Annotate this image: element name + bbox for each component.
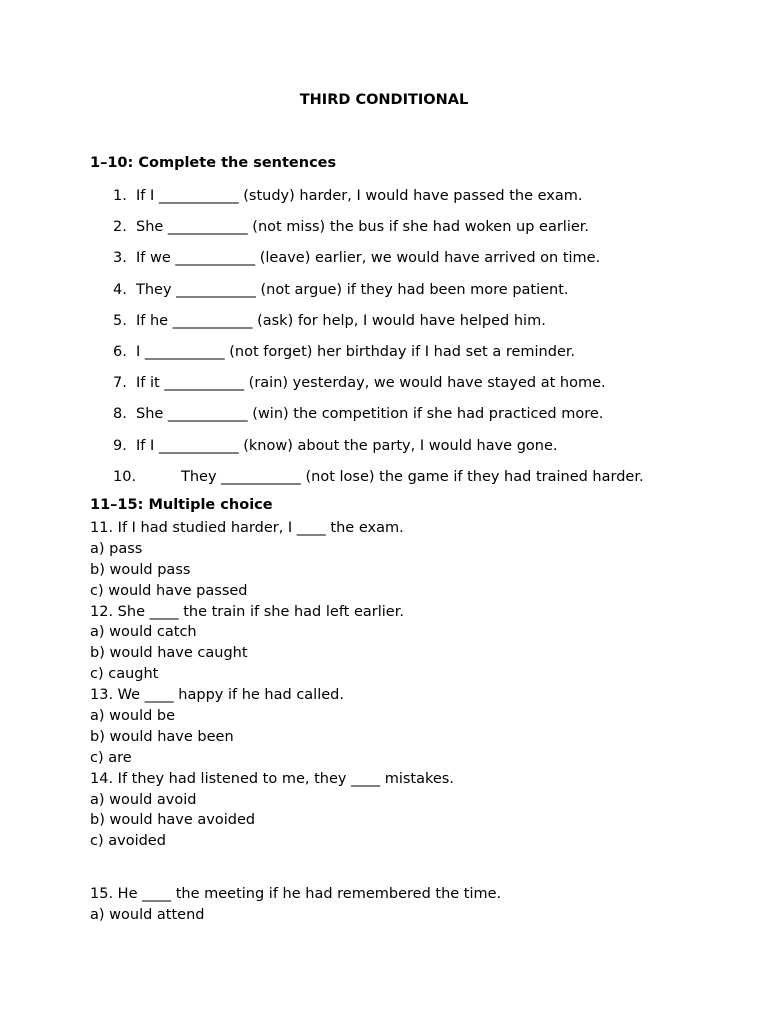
multiple-choice-list (90, 518, 690, 926)
item-text: If I ___________ (study) harder, I would have passed the exam. (136, 188, 583, 204)
spacer (90, 852, 690, 884)
item-number: 7. (113, 375, 127, 392)
question-text: 11. If I had studied harder, I ____ the exam. (90, 520, 404, 536)
item-text: If we ___________ (leave) earlier, we would have arrived on time. (136, 250, 601, 267)
answer-option: b) would have been (90, 728, 234, 745)
answer-option: c) avoided (90, 833, 166, 850)
answer-option: b) would have caught (90, 645, 248, 662)
item-text: They ___________ (not argue) if they had been more patient. (136, 281, 569, 298)
question-text: 12. She ____ the train if she had left earlier. (90, 603, 404, 620)
item-number: 10. (113, 468, 137, 485)
item-number: 6. (113, 343, 127, 360)
item-text: They ___________ (not lose) the game if they had trained harder. (181, 468, 644, 485)
item-text: I ___________ (not forget) her birthday if I had set a reminder. (136, 343, 576, 360)
answer-option: a) would avoid (90, 791, 197, 808)
item-text: She ___________ (win) the competition if she had practiced more. (136, 406, 604, 423)
question-text: 15. He ____ the meeting if he had remembered the time. (90, 885, 502, 902)
list-item (90, 248, 730, 279)
page-title: THIRD CONDITIONAL (299, 92, 469, 108)
list-item (90, 342, 730, 373)
list-item (90, 436, 730, 467)
sentence-list (90, 186, 730, 498)
item-number: 3. (113, 250, 127, 267)
item-number: 9. (113, 437, 127, 454)
section-heading-complete: 1–10: Complete the sentences (90, 155, 337, 171)
answer-option: a) would be (90, 708, 176, 725)
answer-option: b) would pass (90, 561, 191, 578)
item-number: 5. (113, 312, 127, 329)
list-item (90, 280, 730, 311)
item-text: If it ___________ (rain) yesterday, we would have stayed at home. (136, 375, 606, 392)
question-text: 14. If they had listened to me, they ____ mistakes. (90, 770, 454, 787)
question-text: 13. We ____ happy if he had called. (90, 687, 344, 704)
answer-option: a) pass (90, 540, 143, 557)
list-item (90, 311, 730, 342)
item-number: 1. (113, 188, 127, 204)
list-item (90, 186, 730, 217)
section-heading-multiple-choice: 11–15: Multiple choice (90, 497, 273, 513)
item-number: 4. (113, 281, 127, 298)
answer-option: a) would attend (90, 906, 205, 923)
list-item (90, 373, 730, 404)
item-text: If I ___________ (know) about the party, I would have gone. (136, 437, 558, 454)
answer-option: b) would have avoided (90, 812, 256, 829)
answer-option: c) would have passed (90, 582, 248, 599)
answer-option: a) would catch (90, 624, 197, 641)
answer-option: c) caught (90, 666, 159, 683)
list-item (90, 404, 730, 435)
answer-option: c) are (90, 749, 132, 766)
item-number: 8. (113, 406, 127, 423)
list-item (90, 467, 730, 498)
item-number: 2. (113, 219, 127, 236)
item-text: If he ___________ (ask) for help, I would have helped him. (136, 312, 546, 329)
list-item (90, 217, 730, 248)
item-text: She ___________ (not miss) the bus if she had woken up earlier. (136, 219, 590, 236)
